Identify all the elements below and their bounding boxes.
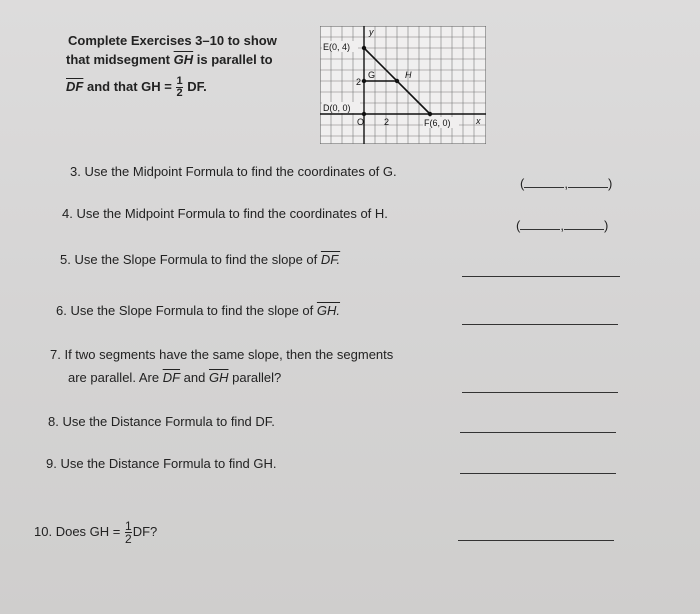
label-g: G: [368, 70, 376, 80]
label-origin: O: [357, 117, 365, 127]
point-e: [362, 46, 366, 50]
answer-8-line[interactable]: [460, 432, 616, 433]
answer-4-coordinates[interactable]: ( , ): [516, 218, 609, 233]
point-f: [428, 112, 432, 116]
label-h: H: [405, 70, 412, 80]
exercise-5: 5. Use the Slope Formula to find the slope of DF.: [60, 252, 341, 267]
point-h: [395, 79, 399, 83]
exercise-9: 9. Use the Distance Formula to find GH.: [46, 456, 277, 471]
fraction-one-half: $\frac{1}{2}$: [176, 75, 183, 99]
exercise-10: 10. Does GH = $\frac{1}{2}$ DF?: [34, 519, 158, 546]
tick-y-2: 2: [356, 77, 362, 87]
exercise-8: 8. Use the Distance Formula to find DF.: [48, 414, 275, 429]
exercise-3: 3. Use the Midpoint Formula to find the coordinates of G.: [70, 164, 397, 179]
answer-5-line[interactable]: [462, 276, 620, 277]
exercise-4: 4. Use the Midpoint Formula to find the coordinates of H.: [62, 206, 388, 221]
label-e: E(0, 4): [323, 42, 351, 52]
coordinate-graph: [320, 26, 486, 144]
label-y-axis: y: [369, 27, 374, 37]
intro-line-3: $\overline{DF}$ and that GH = $\frac{1}{2}$ DF.: [66, 75, 207, 99]
intro-line-2: that midsegment $\overline{GH}$ is parallel to: [66, 52, 273, 67]
label-d: D(0, 0): [323, 103, 351, 113]
segment-gh: $\overline{GH}$: [173, 52, 194, 67]
point-g: [362, 79, 366, 83]
label-x-axis: x: [476, 116, 481, 126]
answer-3-coordinates[interactable]: ( , ): [520, 176, 613, 191]
segment-df: $\overline{DF}$: [66, 78, 84, 94]
answer-10-line[interactable]: [458, 540, 614, 541]
tick-x-2: 2: [384, 117, 390, 127]
answer-6-line[interactable]: [462, 324, 618, 325]
label-f: F(6, 0): [424, 118, 451, 128]
exercise-7-line-2: are parallel. Are $\overline{DF}$ and $\overline{GH}$ parallel?: [68, 370, 282, 385]
intro-line-1: Complete Exercises 3–10 to show: [68, 33, 277, 48]
answer-7-line[interactable]: [462, 392, 618, 393]
point-d: [362, 112, 366, 116]
exercise-7-line-1: 7. If two segments have the same slope, then the segments: [50, 347, 394, 362]
exercise-6: 6. Use the Slope Formula to find the slope of GH.: [56, 303, 341, 318]
answer-9-line[interactable]: [460, 473, 616, 474]
